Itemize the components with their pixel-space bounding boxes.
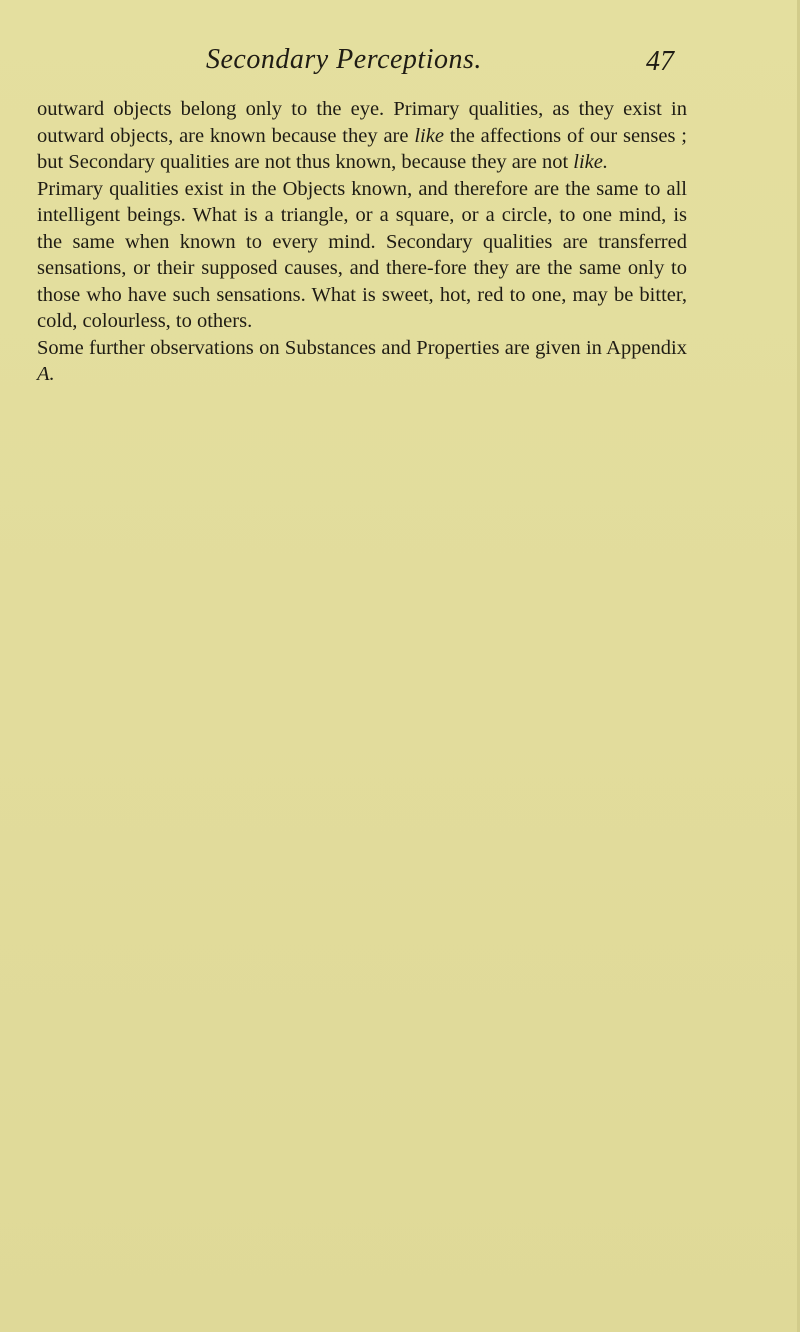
body-text: [37, 96, 687, 388]
paragraph: [37, 96, 687, 176]
italic-text-segment: like: [414, 124, 444, 147]
running-title: Secondary Perceptions.: [206, 44, 482, 75]
text-segment: outward objects belong only to the eye. Primary qualities, as they exist in outward objects, are known because they are: [37, 98, 687, 147]
page-number: 47: [646, 46, 674, 77]
italic-text-segment: like.: [573, 151, 608, 173]
paragraph: [37, 335, 687, 388]
text-segment: Some further observations on Substances and Properties are given in Appendix: [37, 336, 687, 359]
text-segment: Primary qualities exist in the Objects known, and therefore are the same to all intelligent beings. What is a triangle, or a square, or a circle, to one mind, is the same when known to every mind. Secondary qualities are transferred sensations, or their supposed causes, and there-fore they are the same only to those who have such sensations. What is sweet, hot, red to one, may be bitter, cold, colourless, to others.: [37, 177, 687, 332]
page-header: [0, 44, 800, 84]
italic-text-segment: A.: [37, 363, 55, 385]
paragraph: [37, 176, 687, 335]
text-segment: the affections of our senses ; but Secondary qualities are not thus known, because they are not: [37, 124, 687, 173]
